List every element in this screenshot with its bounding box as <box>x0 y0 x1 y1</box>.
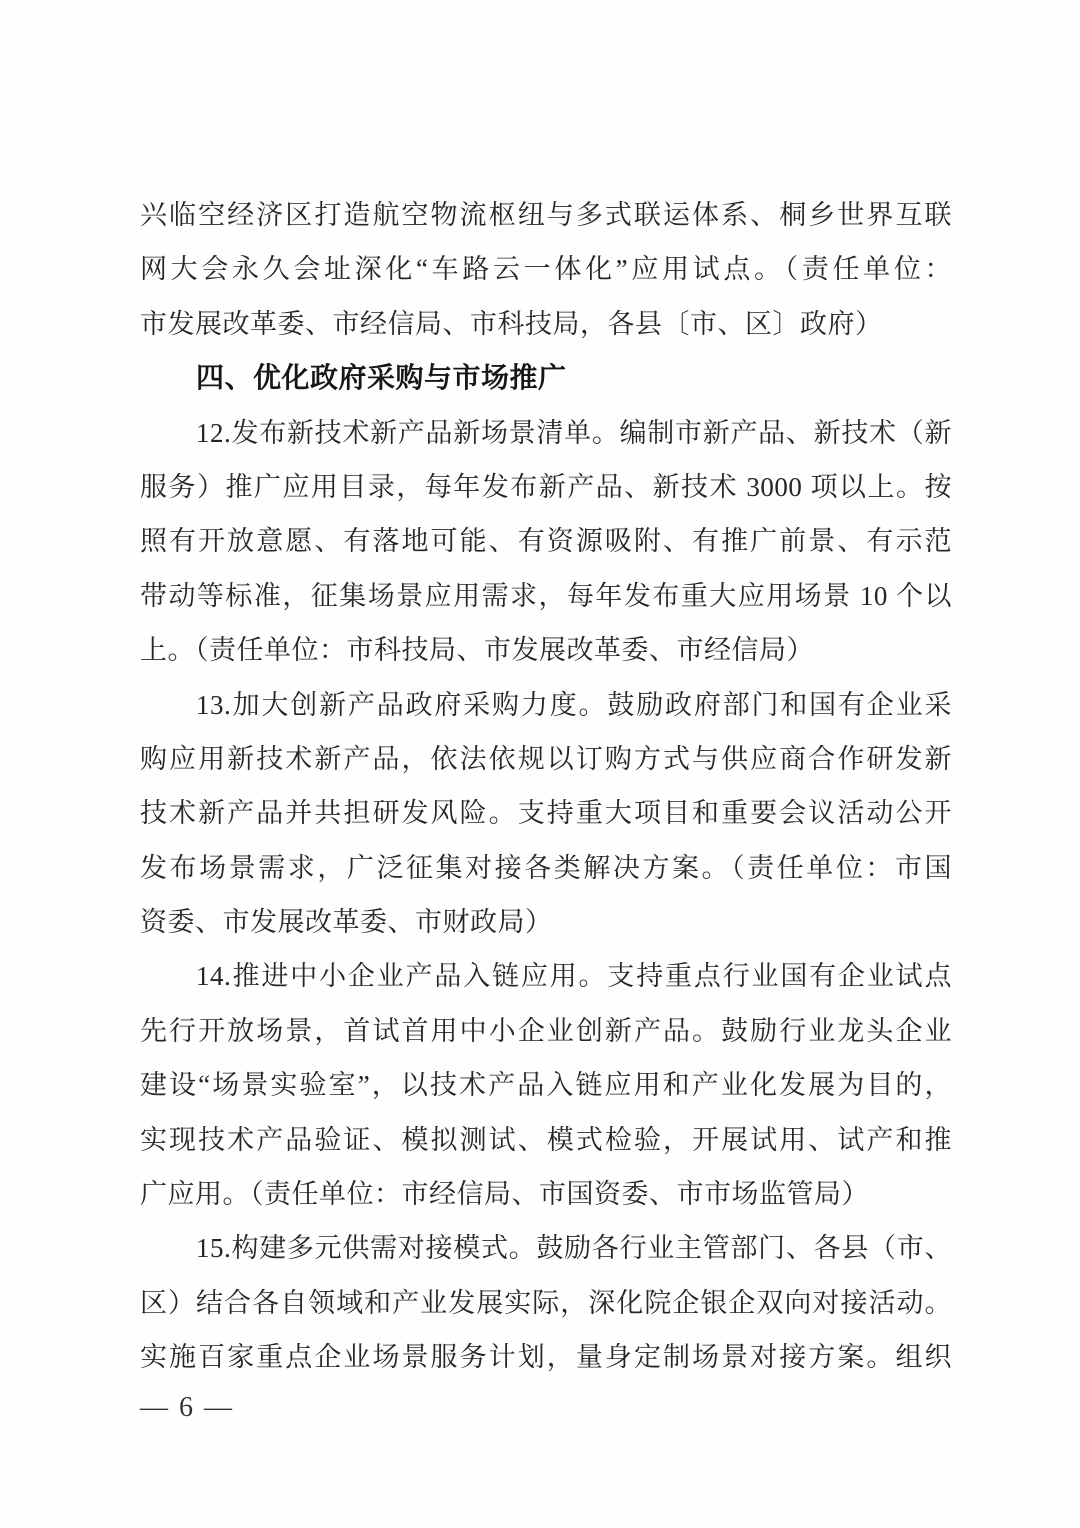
text-line: 资委、市发展改革委、市财政局） <box>140 907 553 938</box>
text-line: 上。（责任单位：市科技局、市发展改革委、市经信局） <box>140 635 814 666</box>
section-heading: 四、优化政府采购与市场推广 <box>196 362 567 394</box>
text-line: 实现技术产品验证、模拟测试、模式检验，开展试用、试产和推 <box>140 1124 952 1155</box>
text-line: 建设“场景实验室”，以技术产品入链应用和产业化发展为目的， <box>140 1070 952 1101</box>
text-line: 兴临空经济区打造航空物流枢纽与多式联运体系、桐乡世界互联 <box>140 200 952 230</box>
text-line: 购应用新技术新产品，依法依规以订购方式与供应商合作研发新 <box>140 743 952 774</box>
document-body <box>140 188 952 1385</box>
text-line: 15.构建多元供需对接模式。鼓励各行业主管部门、各县（市、 <box>196 1233 952 1264</box>
text-line: 网大会永久会址深化“车路云一体化”应用试点。（责任单位： <box>140 254 952 285</box>
text-line: 带动等标准，征集场景应用需求，每年发布重大应用场景 10 个以 <box>140 580 952 611</box>
text-line: 照有开放意愿、有落地可能、有资源吸附、有推广前景、有示范 <box>140 526 952 557</box>
text-line: 区）结合各自领域和产业发展实际，深化院企银企双向对接活动。 <box>140 1287 952 1318</box>
text-line: 先行开放场景，首试首用中小企业创新产品。鼓励行业龙头企业 <box>140 1015 952 1046</box>
text-line: 市发展改革委、市经信局、市科技局，各县〔市、区〕政府） <box>140 308 883 339</box>
text-line: 12.发布新技术新产品新场景清单。编制市新产品、新技术（新 <box>196 417 952 448</box>
text-line: 14.推进中小企业产品入链应用。支持重点行业国有企业试点 <box>196 961 952 992</box>
text-line: 服务）推广应用目录，每年发布新产品、新技术 3000 项以上。按 <box>140 471 952 502</box>
text-line: 技术新产品并共担研发风险。支持重大项目和重要会议活动公开 <box>140 798 952 829</box>
text-line: 13.加大创新产品政府采购力度。鼓励政府部门和国有企业采 <box>196 689 952 720</box>
text-line: 实施百家重点企业场景服务计划，量身定制场景对接方案。组织 <box>140 1342 952 1373</box>
text-line: 发布场景需求，广泛征集对接各类解决方案。（责任单位：市国 <box>140 852 952 883</box>
text-line: 广应用。（责任单位：市经信局、市国资委、市市场监管局） <box>140 1179 869 1210</box>
page-number: — 6 — <box>140 1392 234 1423</box>
